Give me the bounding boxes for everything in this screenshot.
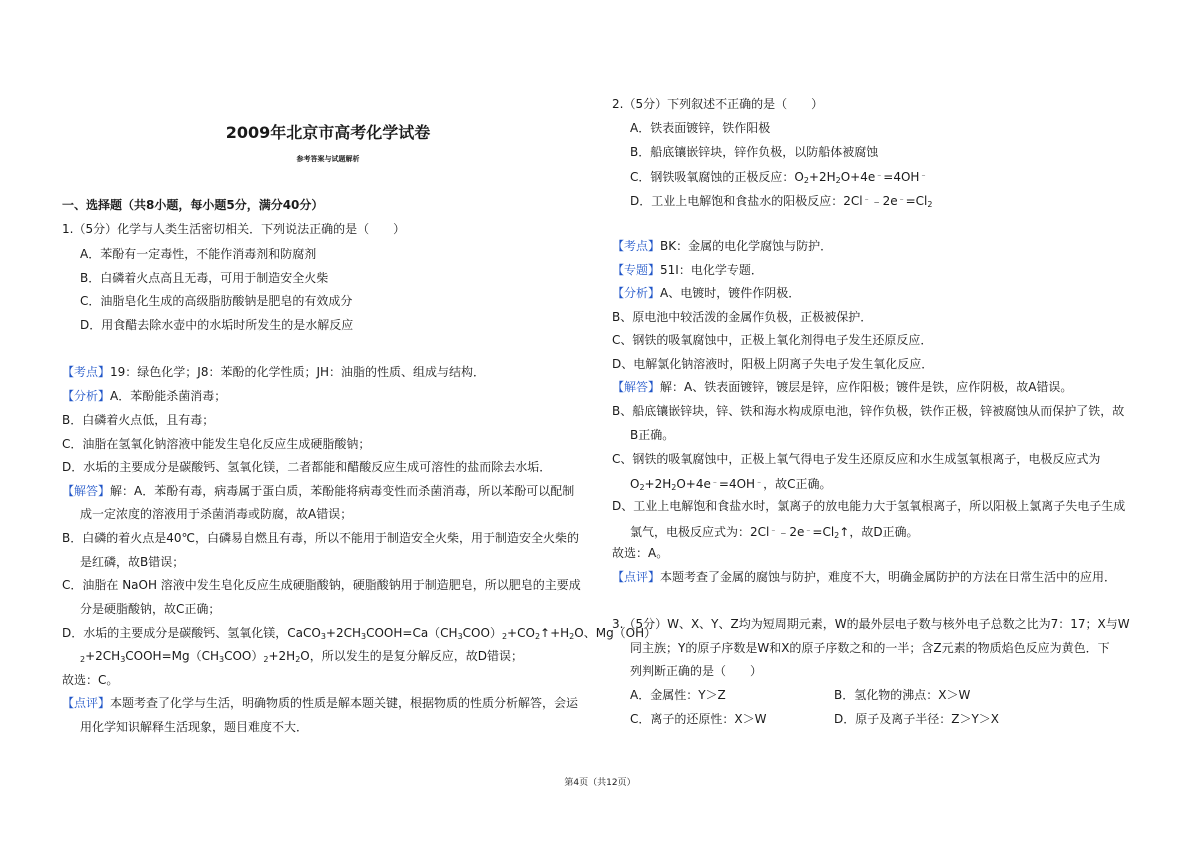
q1-option-d: D．用食醋去除水壶中的水垢时所发生的是水解反应 (80, 318, 354, 332)
q3-stem-2: 同主族；Y的原子序数是W和X的原子序数之和的一半；含Z元素的物质焰色反应为黄色．下 (630, 641, 1110, 655)
q3-option-b: B．氢化物的沸点：X＞W (834, 688, 971, 702)
q1-jieda-a1 (62, 482, 574, 500)
q3-stem-3: 列判断正确的是（ ） (630, 664, 763, 678)
kaodian-tag: 【考点】 (62, 365, 111, 379)
q1-option-a: A．苯酚有一定毒性，不能作消毒剂和防腐剂 (80, 247, 317, 261)
q3-option-a: A．金属性：Y＞Z (630, 688, 726, 702)
q1-fenxi-c: C．油脂在氢氧化钠溶液中能发生皂化反应生成硬脂酸钠； (62, 437, 371, 451)
q1-fenxi (62, 387, 226, 405)
dianping-tag: 【点评】 (62, 696, 111, 710)
q2-jieda-b2: B正确。 (630, 428, 675, 442)
q2-jieda-d2: 氯气，电极反应式为：$2Cl^﹣﹣2e^﹣=Cl_2↑$，故D正确。 (630, 525, 919, 540)
q2-jieda-d1: D、工业上电解饱和食盐水时，氯离子的放电能力大于氢氧根离子，所以阳极上氯离子失电子生成 (612, 499, 1126, 513)
q2-fenxi: 【分析】A、电镀时，镀件作阴极． (612, 286, 801, 300)
q1-jieda-b1: B．白磷的着火点是40℃，白磷易自燃且有毒，所以不能用于制造安全火柴，用于制造安全火柴的 (62, 531, 579, 545)
q2-option-b: B．船底镶嵌锌块，锌作负极，以防船体被腐蚀 (630, 145, 879, 159)
q1-jieda-d2: $_2+2CH_3COOH=Mg(CH_3COO)_2+2H_2O$，所以发生的是复分解反应，故D错误； (80, 649, 523, 664)
q1-jieda-d1: D．水垢的主要成分是碳酸钙、氢氧化镁，$CaCO_3+2CH_3COOH=Ca(CH_3COO)_2+CO_2↑+H_2O$、Mg（OH） (62, 626, 657, 641)
q1-fenxi-d: D．水垢的主要成分是碳酸钙、氢氧化镁，二者都能和醋酸反应生成可溶性的盐而除去水垢． (62, 460, 552, 474)
jieda-text: 解：A．苯酚有毒，病毒属于蛋白质，苯酚能将病毒变性而杀菌消毒，所以苯酚可以配制 (110, 484, 575, 498)
q1-answer: 故选：C。 (62, 673, 119, 687)
q2-answer: 故选：A。 (612, 546, 669, 560)
q2-fenxi-c: C、钢铁的吸氧腐蚀中，正极上氧化剂得电子发生还原反应． (612, 333, 933, 347)
q3-stem-1: 3.（5分）W、X、Y、Z均为短周期元素，W的最外层电子数与核外电子总数之比为7：17；X与W (612, 617, 1130, 631)
q1-dianping-2: 用化学知识解释生活现象，题目难度不大． (80, 720, 309, 734)
fenxi-tag: 【分析】 (62, 389, 111, 403)
q2-fenxi-b: B、原电池中较活泼的金属作负极，正极被保护． (612, 310, 873, 324)
q2-fenxi-d: D、电解氯化钠溶液时，阳极上阴离子失电子发生氧化反应． (612, 357, 934, 371)
q2-option-a: A．铁表面镀锌，铁作阳极 (630, 121, 771, 135)
jieda-tag: 【解答】 (62, 484, 111, 498)
q1-kaodian (62, 363, 485, 381)
q1-jieda-a2: 成一定浓度的溶液用于杀菌消毒或防腐，故A错误； (80, 507, 353, 521)
q1-jieda-c1: C．油脂在 NaOH 溶液中发生皂化反应生成硬脂酸钠，硬脂酸钠用于制造肥皂，所以肥皂的主要成 (62, 578, 581, 592)
q1-jieda-c2: 分是硬脂酸钠，故C正确； (80, 602, 221, 616)
q3-option-c: C．离子的还原性：X＞W (630, 712, 767, 726)
q3-option-d: D．原子及离子半径：Z＞Y＞X (834, 712, 1000, 726)
kaodian-text: 19：绿色化学；J8：苯酚的化学性质；JH：油脂的性质、组成与结构． (110, 365, 486, 379)
q2-jieda-a: 【解答】解：A、铁表面镀锌，镀层是锌，应作阳极；镀件是铁，应作阴极，故A错误。 (612, 380, 1073, 394)
page-footer: 第4页（共12页） (564, 778, 636, 788)
page-title: 2009年北京市高考化学试卷 (225, 123, 431, 142)
q1-option-b: B．白磷着火点高且无毒，可用于制造安全火柴 (80, 271, 329, 285)
q2-zhuanti: 【专题】51I：电化学专题． (612, 263, 763, 277)
q1-jieda-b2: 是红磷，故B错误； (80, 555, 185, 569)
q2-stem: 2.（5分）下列叙述不正确的是（ ） (612, 97, 824, 111)
fenxi-text: A．苯酚能杀菌消毒； (110, 389, 227, 403)
q2-dianping: 【点评】本题考查了金属的腐蚀与防护，难度不大，明确金属防护的方法在日常生活中的应用． (612, 570, 1117, 584)
q2-jieda-b1: B、船底镶嵌锌块，锌、铁和海水构成原电池，锌作负极，铁作正极，锌被腐蚀从而保护了铁，故 (612, 404, 1125, 418)
section-heading: 一、选择题（共8小题，每小题5分，满分40分） (62, 198, 324, 212)
q2-jieda-c2: $O_2+2H_2O+4e^﹣=4OH^﹣$，故C正确。 (630, 477, 832, 492)
q1-dianping (62, 694, 578, 712)
q1-fenxi-b: B．白磷着火点低，且有毒； (62, 413, 215, 427)
q1-stem: 1.（5分）化学与人类生活密切相关．下列说法正确的是（ ） (62, 222, 406, 236)
q2-jieda-c1: C、钢铁的吸氧腐蚀中，正极上氧气得电子发生还原反应和水生成氢氧根离子，电极反应式为 (612, 452, 1101, 466)
q2-option-c: C．钢铁吸氧腐蚀的正极反应：$O_2+2H_2O+4e^﹣=4OH^﹣$ (630, 170, 928, 185)
q2-option-d: D．工业上电解饱和食盐水的阳极反应：$2Cl^﹣﹣2e^﹣=Cl_2$ (630, 194, 933, 209)
q2-kaodian: 【考点】BK：金属的电化学腐蚀与防护． (612, 239, 833, 253)
dianping-text: 本题考查了化学与生活，明确物质的性质是解本题关键，根据物质的性质分析解答，会运 (110, 696, 579, 710)
q1-option-c: C．油脂皂化生成的高级脂肪酸钠是肥皂的有效成分 (80, 294, 353, 308)
page-subtitle: 参考答案与试题解析 (296, 155, 360, 163)
